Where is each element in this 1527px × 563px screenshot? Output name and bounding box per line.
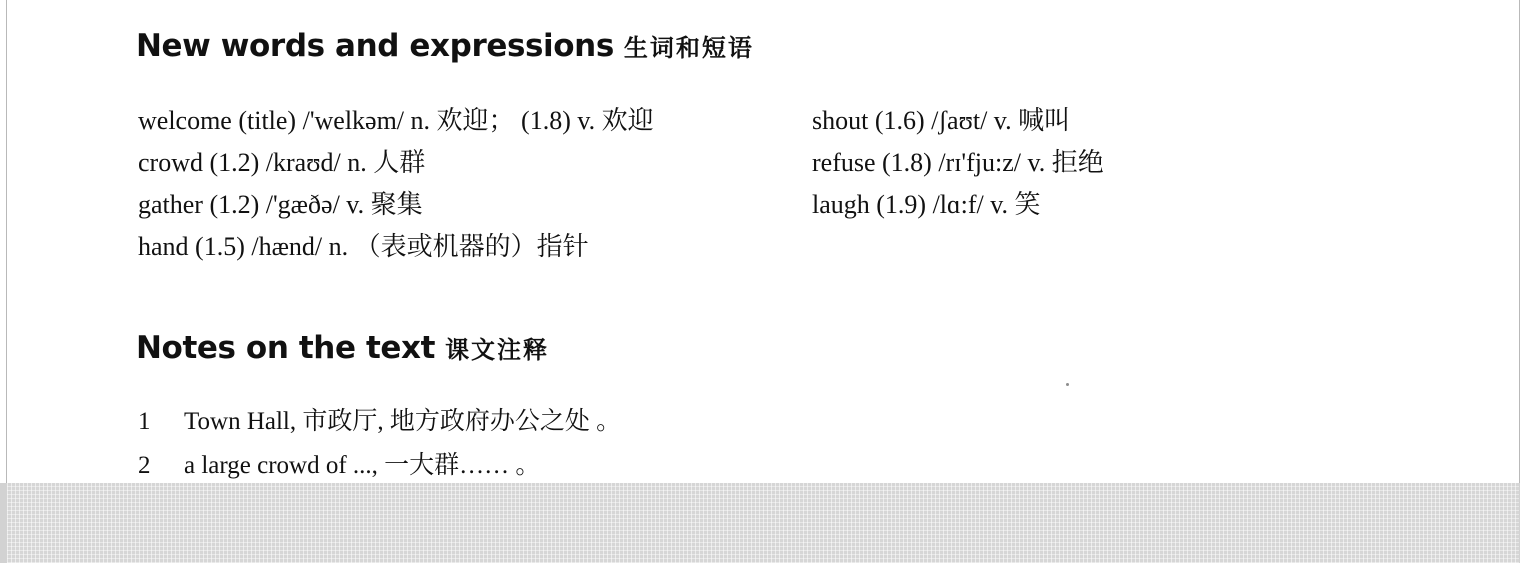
note-item	[138, 444, 1238, 488]
section-heading-new-words-cn: 生词和短语	[623, 34, 754, 62]
vocabulary-column-right	[812, 100, 1412, 226]
vocabulary-entry-text: refuse (1.8) /rɪ'fju:z/ v. 拒绝	[812, 148, 1104, 177]
note-item-text: Town Hall, 市政厅, 地方政府办公之处 。	[184, 408, 622, 435]
vocabulary-entry	[812, 142, 1412, 184]
vocabulary-entry	[812, 184, 1412, 226]
note-item-text: a large crowd of ..., 一大群…… 。	[184, 452, 541, 479]
page-edge-line-left	[6, 0, 7, 563]
vocabulary-entry-text: laugh (1.9) /lɑ:f/ v. 笑	[812, 190, 1041, 219]
scan-speck	[1066, 383, 1069, 386]
page-edge-line-right	[1519, 0, 1520, 563]
scan-shadow-band-texture	[7, 483, 1519, 563]
scan-shadow-band-margin	[1520, 483, 1527, 563]
vocabulary-column-left	[138, 100, 778, 268]
section-heading-notes	[136, 330, 549, 366]
vocabulary-entry	[138, 184, 778, 226]
section-heading-notes-cn: 课文注释	[445, 336, 550, 364]
vocabulary-entry	[138, 100, 778, 142]
vocabulary-entry-text: welcome (title) /'welkəm/ n. 欢迎； (1.8) v. 欢迎	[138, 106, 654, 135]
vocabulary-entry	[138, 226, 778, 268]
vocabulary-entry-text: gather (1.2) /'gæðə/ v. 聚集	[138, 190, 423, 219]
note-item	[138, 400, 1238, 444]
vocabulary-entry-text: shout (1.6) /ʃaʊt/ v. 喊叫	[812, 106, 1071, 135]
vocabulary-entry-text: hand (1.5) /hænd/ n. （表或机器的）指针	[138, 232, 589, 261]
notes-list	[138, 400, 1238, 488]
section-heading-new-words-en: New words and expressions	[136, 28, 614, 64]
vocabulary-entry-text: crowd (1.2) /kraʊd/ n. 人群	[138, 148, 426, 177]
vocabulary-entry	[138, 142, 778, 184]
vocabulary-entry	[812, 100, 1412, 142]
note-item-number: 1	[138, 408, 151, 435]
note-item-number: 2	[138, 452, 151, 479]
section-heading-new-words	[136, 28, 754, 64]
section-heading-notes-en: Notes on the text	[136, 330, 436, 366]
scan-shadow-band	[0, 483, 1527, 563]
